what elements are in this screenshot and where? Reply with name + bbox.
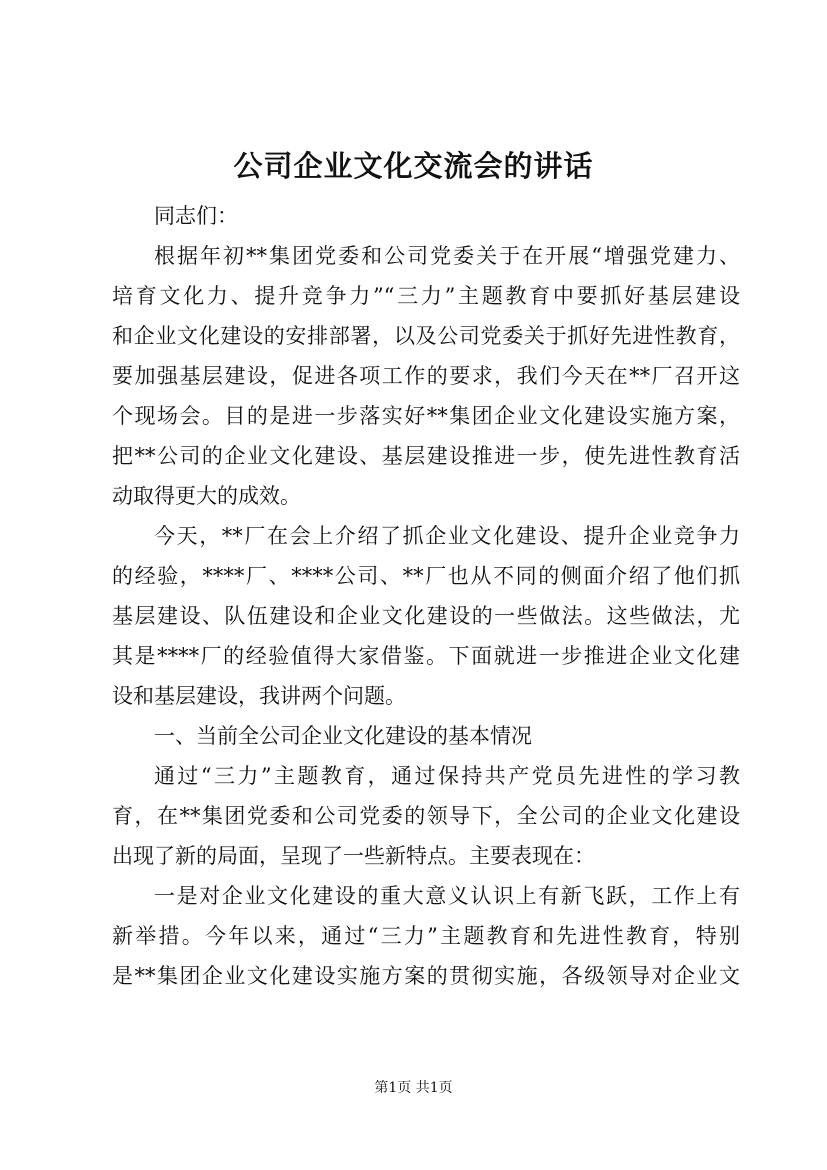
page-number-footer: 第1页 共1页 [374, 1080, 453, 1096]
paragraph-line: 育，在**集团党委和公司党委的领导下，全公司的企业文化建设 [112, 804, 740, 828]
paragraph-line: 培育文化力、提升竞争力”“三力”主题教育中要抓好基层建设 [112, 284, 740, 308]
paragraph-line: 要加强基层建设，促进各项工作的要求，我们今天在**厂召开这 [112, 364, 740, 388]
paragraph-line: 和企业文化建设的安排部署，以及公司党委关于抓好先进性教育， [112, 324, 740, 348]
paragraph-line: 出现了新的局面，呈现了一些新特点。主要表现在： [112, 844, 595, 868]
document-title: 公司企业文化交流会的讲话 [233, 149, 594, 183]
paragraph-line: 把**公司的企业文化建设、基层建设推进一步，使先进性教育活 [112, 444, 740, 468]
paragraph-line: 一是对企业文化建设的重大意义认识上有新飞跃，工作上有 [154, 884, 740, 908]
paragraph-line: 基层建设、队伍建设和企业文化建设的一些做法。这些做法，尤 [112, 604, 740, 628]
paragraph-line: 是**集团企业文化建设实施方案的贯彻实施，各级领导对企业文 [112, 964, 740, 988]
paragraph-line: 今天，**厂在会上介绍了抓企业文化建设、提升企业竞争力 [154, 524, 740, 548]
paragraph-line: 通过“三力”主题教育，通过保持共产党员先进性的学习教 [154, 764, 740, 788]
paragraph-line: 新举措。今年以来，通过“三力”主题教育和先进性教育，特别 [112, 924, 740, 948]
section-heading: 一、当前全公司企业文化建设的基本情况 [154, 724, 532, 748]
paragraph-line: 个现场会。目的是进一步落实好**集团企业文化建设实施方案， [112, 404, 740, 428]
salutation-line: 同志们： [154, 204, 238, 228]
paragraph-line: 动取得更大的成效。 [112, 484, 301, 508]
document-body [112, 196, 740, 996]
paragraph-line: 设和基层建设，我讲两个问题。 [112, 684, 406, 708]
paragraph-line: 根据年初**集团党委和公司党委关于在开展“增强党建力、 [154, 244, 740, 268]
paragraph-line: 其是****厂的经验值得大家借鉴。下面就进一步推进企业文化建 [112, 644, 740, 668]
paragraph-line: 的经验，****厂、****公司、**厂也从不同的侧面介绍了他们抓 [112, 564, 740, 588]
